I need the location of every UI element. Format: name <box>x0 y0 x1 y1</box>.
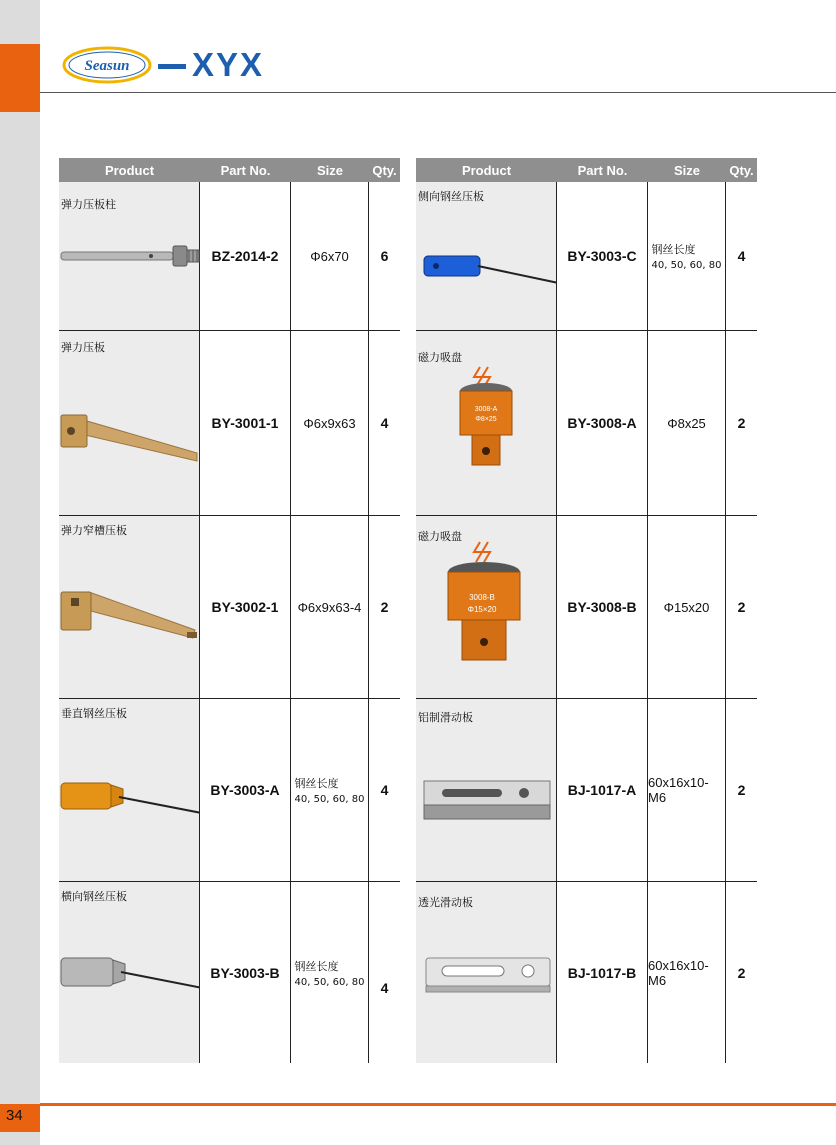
side-strip <box>0 0 40 1145</box>
product-name: 铝制滑动板 <box>418 711 473 724</box>
table-header <box>416 158 757 182</box>
side-wire-clamp-image <box>416 182 557 331</box>
left-product-table <box>59 158 400 1063</box>
qty-value: 2 <box>737 964 746 981</box>
table-header <box>59 158 400 182</box>
part-number: BY-3003-B <box>200 882 291 1063</box>
table-row <box>59 699 400 882</box>
header-rule <box>40 92 836 93</box>
table-row <box>416 182 757 331</box>
product-cell <box>59 182 200 330</box>
qty-value: 2 <box>737 782 746 798</box>
horizontal-wire-clamp-image <box>59 882 200 1063</box>
qty-value: 2 <box>380 599 389 615</box>
table-row <box>416 699 757 882</box>
product-cell <box>416 516 557 698</box>
size-values: 40, 50, 60, 80 <box>651 260 722 271</box>
product-cell <box>416 699 557 881</box>
part-number: BZ-2014-2 <box>200 182 291 330</box>
qty-value: 6 <box>380 248 389 264</box>
product-name: 弹力压板柱 <box>61 198 116 211</box>
product-cell <box>59 516 200 698</box>
aluminum-sliding-plate-image <box>416 699 557 882</box>
translucent-sliding-plate-image <box>416 882 557 1063</box>
size-cell <box>648 182 726 330</box>
page-number: 34 <box>6 1107 23 1124</box>
col-size: Size <box>316 162 343 178</box>
clamp-post-image <box>59 182 200 331</box>
table-row <box>59 182 400 331</box>
size-values: 40, 50, 60, 80 <box>294 976 365 988</box>
footer-rule <box>40 1103 836 1106</box>
magnetic-chuck-large-image <box>416 516 557 699</box>
size-value: 60x16x10-M6 <box>648 699 726 881</box>
product-name: 磁力吸盘 <box>418 351 462 364</box>
vertical-wire-clamp-image <box>59 699 200 882</box>
size-value: Φ15x20 <box>648 516 726 698</box>
qty-value: 2 <box>737 599 746 615</box>
product-name: 侧向钢丝压板 <box>418 190 484 203</box>
product-name: 弹力压板 <box>61 341 105 354</box>
product-cell <box>416 882 557 1063</box>
part-number: BY-3003-A <box>200 699 291 881</box>
part-number: BY-3008-A <box>557 331 648 515</box>
qty-value: 2 <box>737 415 746 431</box>
product-cell <box>59 699 200 881</box>
size-value: Φ6x9x63 <box>291 331 369 515</box>
size-value: 60x16x10-M6 <box>648 882 726 1063</box>
size-cell <box>291 882 369 1063</box>
seasun-logo <box>62 45 152 85</box>
size-label: 钢丝长度 <box>651 243 696 256</box>
size-cell <box>291 699 369 881</box>
engraving-text: Φ15×20 <box>467 605 497 614</box>
qty-value: 4 <box>380 415 389 431</box>
size-value: Φ6x9x63-4 <box>291 516 369 698</box>
qty-value: 4 <box>737 248 746 264</box>
col-product: Product <box>461 162 512 178</box>
table-row <box>59 882 400 1063</box>
product-cell <box>59 882 200 1063</box>
table-row <box>59 331 400 516</box>
part-number: BJ-1017-B <box>557 882 648 1063</box>
magnetic-chuck-small-image <box>416 331 557 516</box>
col-size: Size <box>673 162 700 178</box>
product-cell <box>59 331 200 515</box>
table-row <box>416 331 757 516</box>
part-number: BJ-1017-A <box>557 699 648 881</box>
size-value: Φ8x25 <box>648 331 726 515</box>
qty-value: 4 <box>380 782 389 798</box>
col-part-no: Part No. <box>577 162 628 178</box>
part-number: BY-3008-B <box>557 516 648 698</box>
col-qty: Qty. <box>372 162 397 178</box>
part-number: BY-3002-1 <box>200 516 291 698</box>
product-cell <box>416 331 557 515</box>
narrow-slot-clamp-image <box>59 516 200 699</box>
brand-dash <box>158 64 186 69</box>
table-row <box>416 516 757 699</box>
table-row <box>416 882 757 1063</box>
engraving-text: 3008-A <box>474 406 498 413</box>
engraving-text: 3008-B <box>469 593 495 602</box>
col-product: Product <box>104 162 155 178</box>
size-label: 钢丝长度 <box>294 777 339 790</box>
brand-title: XYX <box>192 46 265 83</box>
product-name: 磁力吸盘 <box>418 530 462 543</box>
qty-value: 4 <box>380 979 389 996</box>
product-name: 弹力窄槽压板 <box>61 524 127 537</box>
engraving-text: Φ8×25 <box>475 416 497 423</box>
product-name: 垂直钢丝压板 <box>61 707 127 720</box>
right-product-table <box>416 158 757 1063</box>
col-qty: Qty. <box>729 162 754 178</box>
size-value: Φ6x70 <box>291 182 369 330</box>
size-label: 钢丝长度 <box>294 959 339 973</box>
product-name: 横向钢丝压板 <box>61 890 127 903</box>
size-values: 40, 50, 60, 80 <box>294 794 365 805</box>
side-accent-block <box>0 44 40 112</box>
product-cell <box>416 182 557 330</box>
logo-text: Seasun <box>84 58 130 74</box>
product-name: 透光滑动板 <box>418 896 473 909</box>
part-number: BY-3003-C <box>557 182 648 330</box>
spring-clamp-image <box>59 331 200 516</box>
col-part-no: Part No. <box>220 162 271 178</box>
part-number: BY-3001-1 <box>200 331 291 515</box>
table-row <box>59 516 400 699</box>
